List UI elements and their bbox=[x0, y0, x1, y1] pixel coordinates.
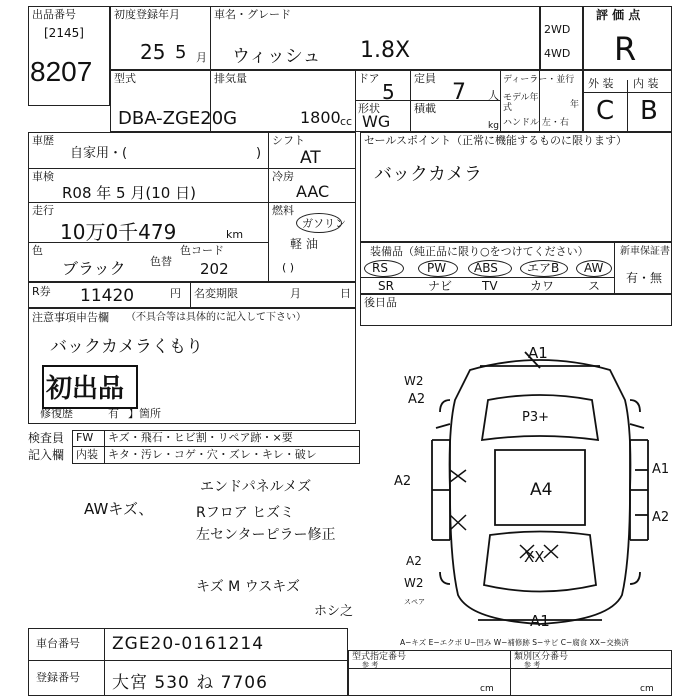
model-label: 型式 bbox=[114, 72, 136, 85]
selling-points-value: バックカメラ bbox=[374, 164, 482, 185]
inspector-label: 検査員 bbox=[28, 431, 65, 445]
mark-a2-left-low: A2 bbox=[406, 554, 422, 568]
equip-pw-circle bbox=[418, 260, 458, 277]
mark-a1-top: A1 bbox=[528, 344, 548, 362]
equip-other: ス bbox=[588, 279, 601, 293]
comment-1: AWキズ、 bbox=[84, 500, 154, 518]
fuel-diesel: 軽 油 bbox=[290, 237, 318, 251]
rating-value: R bbox=[614, 30, 637, 68]
model-spec-label: 型式指定番号 bbox=[352, 652, 407, 662]
inspection-value: R08 年 5 月(10 日) bbox=[62, 184, 196, 202]
color-code-label: 色コード bbox=[180, 244, 224, 257]
shift-value: AT bbox=[300, 148, 321, 168]
equip-abs: ABS bbox=[474, 261, 498, 275]
mark-a2-right: A2 bbox=[652, 510, 670, 525]
rating-label: 評 価 点 bbox=[596, 8, 641, 22]
mark-a4: A4 bbox=[530, 480, 553, 500]
drive-4wd: 4WD bbox=[544, 47, 571, 60]
person-unit: 人 bbox=[488, 89, 499, 102]
notes-value: バックカメラくもり bbox=[50, 337, 203, 357]
comment-5: キズ M ウスキズ bbox=[196, 579, 300, 595]
mark-a1-right: A1 bbox=[652, 462, 670, 477]
entry-label: 記入欄 bbox=[28, 448, 65, 462]
mark-a2-left-top: A2 bbox=[408, 392, 426, 407]
displacement-value: 1800 bbox=[300, 108, 341, 127]
mark-a1-bottom: A1 bbox=[530, 612, 550, 630]
comment-3: Rフロア ヒズミ bbox=[196, 505, 295, 521]
fuel-circle bbox=[296, 213, 342, 233]
later-items-label: 後日品 bbox=[364, 296, 397, 309]
lot-label: 出品番号 bbox=[32, 8, 76, 21]
fuel-paren: ( ) bbox=[282, 261, 295, 274]
ac-label: 冷房 bbox=[272, 170, 294, 183]
lot-number: 8207 bbox=[30, 56, 93, 87]
title-deadline-label: 名変期限 bbox=[194, 287, 238, 300]
equip-aw: AW bbox=[584, 261, 604, 275]
model-year-label: モデル年式 bbox=[503, 93, 539, 113]
cm-unit-2: cm bbox=[640, 684, 654, 694]
shape-label: 形状 bbox=[358, 102, 380, 115]
inspection-label: 車検 bbox=[32, 170, 54, 183]
warranty-value: 有・無 bbox=[626, 271, 663, 285]
mileage-label: 走行 bbox=[32, 204, 54, 217]
first-reg-label: 初度登録年月 bbox=[114, 8, 180, 21]
interior-grade: B bbox=[640, 96, 658, 126]
mark-w2-left: W2 bbox=[404, 374, 424, 388]
shift-label: シフト bbox=[272, 134, 305, 147]
comment-4: 左センターピラー修正 bbox=[196, 527, 336, 543]
registration-value: 大宮 530 ね 7706 bbox=[112, 673, 268, 693]
equip-sr: SR bbox=[378, 279, 394, 293]
drive-box bbox=[540, 6, 583, 70]
title-month: 月 bbox=[290, 287, 301, 300]
car-name-label: 車名・グレード bbox=[214, 8, 291, 21]
equip-aw-circle bbox=[576, 260, 612, 277]
selling-points-box bbox=[360, 132, 672, 242]
repair-value: 有 bbox=[108, 407, 119, 420]
fuel-label: 燃料 bbox=[272, 204, 294, 217]
recycle-box bbox=[28, 282, 356, 308]
equip-tv: TV bbox=[482, 279, 498, 293]
equip-rs: RS bbox=[372, 261, 388, 275]
comment-6: ホシ之 bbox=[314, 604, 354, 619]
mark-w2-low: W2 bbox=[404, 576, 424, 590]
diagram-legend: A−キズ E−エクボ U−凹み W−補修跡 S−サビ C−腐食 XX−交換済 bbox=[400, 638, 629, 647]
exterior-label: 外 装 bbox=[588, 77, 614, 90]
equip-airbag-circle bbox=[520, 260, 568, 277]
lot-sub: [2145] bbox=[44, 26, 84, 40]
repair-label: 修復歴 bbox=[40, 407, 73, 420]
mark-p3: P3+ bbox=[522, 410, 550, 425]
color-value: ブラック bbox=[62, 259, 126, 278]
exterior-grade: C bbox=[596, 96, 615, 126]
grade: 1.8X bbox=[360, 38, 411, 63]
history-value: 自家用・( bbox=[70, 146, 128, 161]
doors-label: ドア bbox=[358, 72, 380, 85]
equip-pw: PW bbox=[427, 261, 447, 275]
first-listing-text: 初出品 bbox=[46, 374, 125, 404]
warranty-label: 新車保証書 bbox=[620, 246, 670, 257]
mark-a2-left-mid: A2 bbox=[394, 474, 412, 489]
chassis-value: ZGE20-0161214 bbox=[112, 634, 265, 654]
title-day: 日 bbox=[340, 287, 351, 300]
recycle-unit: 円 bbox=[170, 287, 181, 300]
history-close: ) bbox=[256, 146, 262, 161]
year-unit: 年 bbox=[570, 100, 580, 110]
equip-airbag: エアB bbox=[527, 261, 560, 275]
mark-xx: XX bbox=[524, 548, 545, 566]
repair-close: 】箇所 bbox=[128, 407, 161, 420]
mark-spare: スペア bbox=[404, 598, 425, 606]
dealer-label: ディーラー・並行 bbox=[503, 75, 575, 85]
recycle-value: 11420 bbox=[80, 286, 135, 306]
interior-label: 内 装 bbox=[633, 77, 659, 90]
notes-label: 注意事項申告欄 bbox=[32, 311, 109, 324]
handle-label: ハンドル 左・右 bbox=[503, 118, 569, 128]
color-code-value: 202 bbox=[200, 260, 229, 278]
first-reg-year: 25 bbox=[140, 40, 166, 64]
category-label: 類別区分番号 bbox=[514, 652, 569, 662]
kg-unit: kg bbox=[488, 121, 499, 131]
comment-2: エンドパネルメズ bbox=[200, 479, 312, 495]
displacement-label: 排気量 bbox=[214, 72, 247, 85]
inspector-code-1: FW bbox=[76, 431, 94, 444]
inspector-text-1: キズ・飛石・ヒビ割・リペア跡・×要 bbox=[108, 431, 293, 444]
selling-points-label: セールスポイント（正常に機能するものに限ります） bbox=[364, 134, 628, 147]
first-reg-month: 5 bbox=[175, 42, 187, 63]
cm-unit-1: cm bbox=[480, 684, 494, 694]
equip-abs-circle bbox=[468, 260, 512, 277]
shape-value: WG bbox=[362, 112, 391, 131]
month-unit: 月 bbox=[196, 51, 207, 64]
equip-kawa: カワ bbox=[530, 279, 555, 293]
inspector-text-2: キタ・汚レ・コゲ・穴・ズレ・キレ・破レ bbox=[108, 448, 317, 461]
model-spec-ref: 参 考 bbox=[362, 661, 379, 669]
later-items-box bbox=[360, 294, 672, 326]
recycle-label: R券 bbox=[32, 285, 51, 298]
car-name: ウィッシュ bbox=[232, 46, 321, 67]
capacity-label: 定員 bbox=[414, 72, 436, 85]
doors-value: 5 bbox=[382, 80, 395, 104]
load-label: 積載 bbox=[414, 102, 436, 115]
mileage-value: 10万0千479 bbox=[60, 220, 177, 244]
model-value: DBA-ZGE20G bbox=[118, 108, 238, 129]
history-label: 車歴 bbox=[32, 134, 54, 147]
equip-navi: ナビ bbox=[428, 279, 453, 293]
drive-2wd: 2WD bbox=[544, 23, 571, 36]
notes-sub-label: （不具合等は具体的に記入して下さい） bbox=[126, 312, 306, 323]
category-ref: 参 考 bbox=[524, 661, 541, 669]
inspector-code-2: 内装 bbox=[76, 448, 98, 461]
color-change-label: 色替 bbox=[150, 255, 172, 268]
equipment-label: 装備品（純正品に限り○をつけてください） bbox=[370, 245, 589, 258]
registration-label: 登録番号 bbox=[36, 671, 80, 684]
chassis-label: 車台番号 bbox=[36, 637, 80, 650]
ac-value: AAC bbox=[296, 182, 330, 201]
color-label: 色 bbox=[32, 244, 43, 257]
mileage-unit: km bbox=[226, 228, 244, 241]
cc-unit: cc bbox=[340, 115, 353, 128]
capacity-value: 7 bbox=[452, 80, 466, 105]
equip-rs-circle bbox=[364, 260, 404, 277]
fuel-gas: ガソリン bbox=[302, 217, 346, 230]
